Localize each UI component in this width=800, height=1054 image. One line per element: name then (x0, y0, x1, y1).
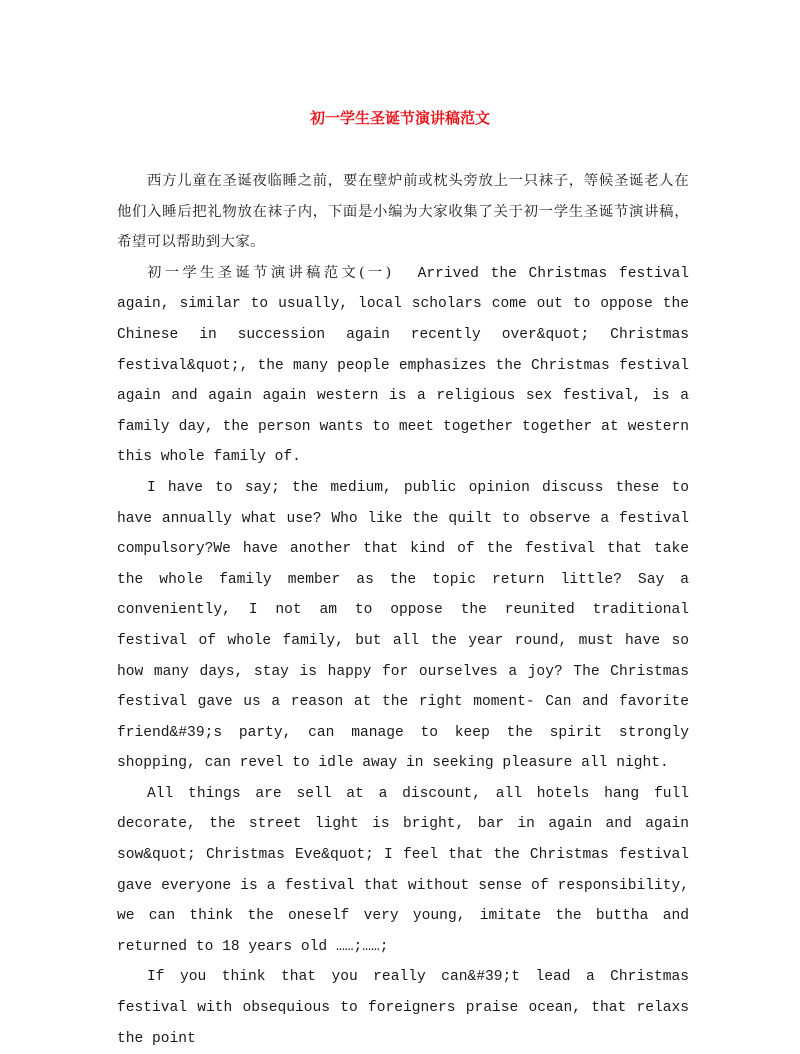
intro-paragraph: 西方儿童在圣诞夜临睡之前，要在壁炉前或枕头旁放上一只袜子，等候圣诞老人在他们入睡后把礼物放在袜子内，下面是小编为大家收集了关于初一学生圣诞节演讲稿，希望可以帮助到大家。 (117, 173, 689, 251)
paragraph-3: All things are sell at a discount, all hotels hang full decorate, the street light is bright, bar in again and again sow&quot; Christmas Eve&quot; I feel that the Christmas festival gave everyone is a festival that without sense of responsibility, we can think the oneself very young, imitate the buttha and returned to 18 years old ……;……; (117, 785, 689, 955)
paragraph-2: I have to say; the medium, public opinion discuss these to have annually what use? Who like the quilt to observe a festival compulsory?We have another that kind of the festival that take the whole family member as the topic return little? Say a conveniently, I not am to oppose the reunited traditional festival of whole family, but all the year round, must have so how many days, stay is happy for ourselves a joy? The Christmas festival gave us a reason at the right moment- Can and favorite friend&#39;s party, can manage to keep the spirit strongly shopping, can revel to idle away in seeking pleasure all night. (117, 479, 689, 772)
document-body (117, 166, 689, 1054)
section-heading: 初一学生圣诞节演讲稿范文(一) (147, 264, 392, 281)
section-one-paragraph (117, 258, 689, 473)
page-title: 初一学生圣诞节演讲稿范文 (309, 109, 490, 127)
paragraph-4: If you think that you really can&#39;t lead a Christmas festival with obsequious to foreigners praise ocean, that relaxs the point (117, 969, 689, 1047)
paragraph-1-text: Arrived the Christmas festival again, similar to usually, local scholars come out to oppose the Chinese in succession again recently over&quot; Christmas festival&quot;, the many people emphasizes the Christmas festival again and again again western is a religious sex festival, is a family day, the person wants to meet together together at western this whole family of. (117, 265, 689, 466)
